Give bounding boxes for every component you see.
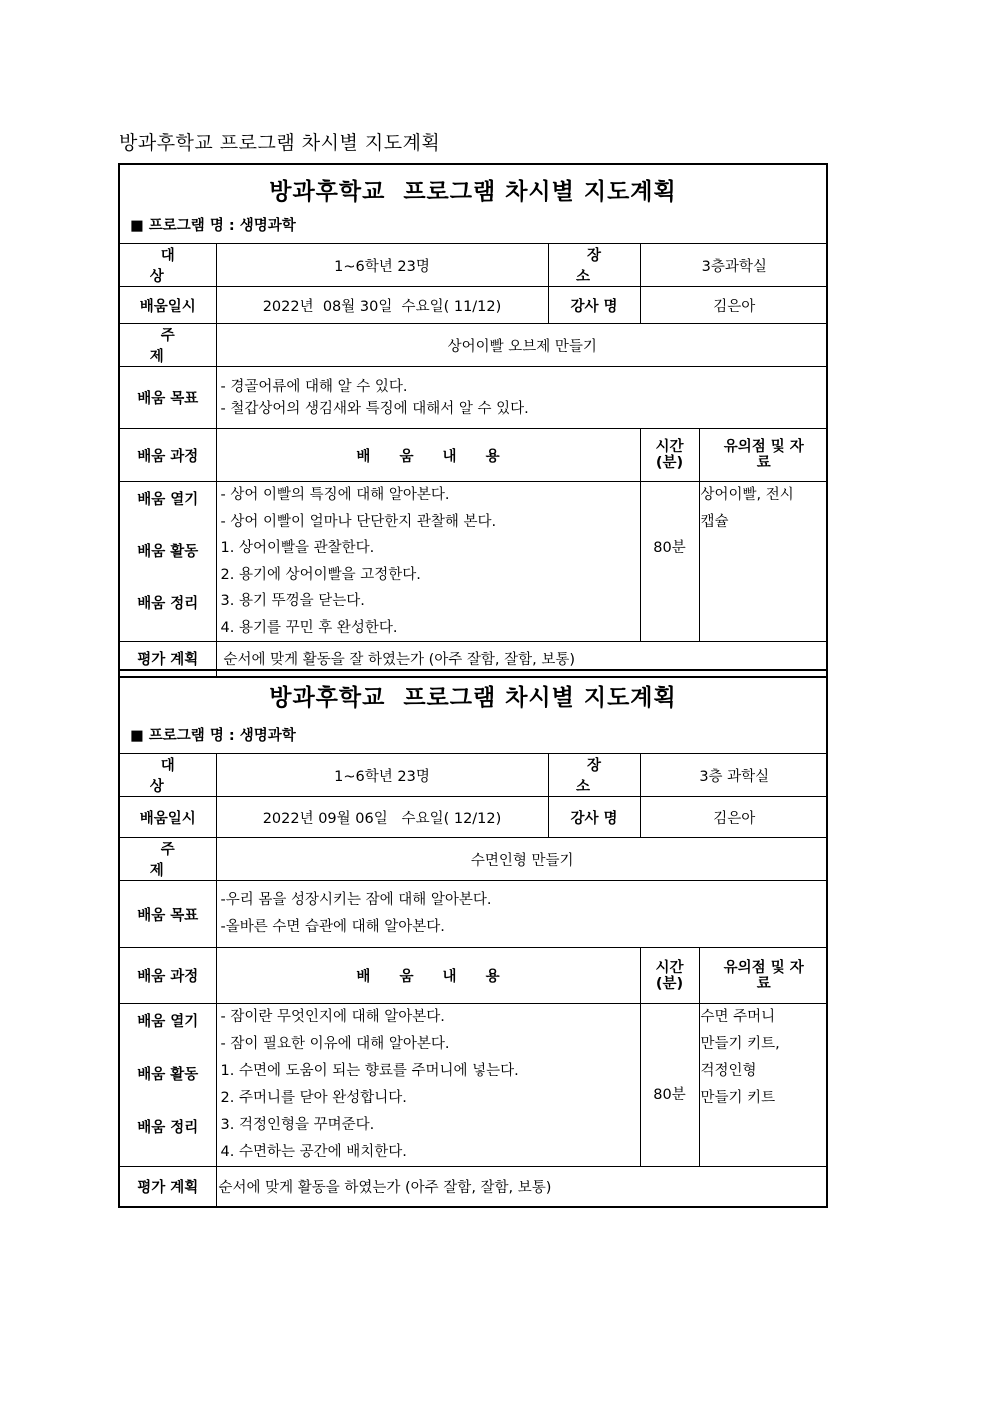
- content-list: [216, 1004, 640, 1167]
- target-value: 1~6학년 23명: [216, 754, 548, 797]
- content-item: 3. 용기 뚜껑을 닫는다.: [220, 593, 365, 609]
- stage-close: 배움 정리: [137, 1120, 199, 1136]
- content-item: - 상어 이빨의 특징에 대해 알아본다.: [220, 487, 450, 503]
- note-item: 캡슐: [700, 514, 729, 530]
- content-item: 3. 걱정인형을 꾸며준다.: [220, 1117, 375, 1133]
- topic-value: 상어이빨 오브제 만들기: [216, 324, 828, 367]
- note-item: 만들기 키트: [700, 1090, 776, 1106]
- stage-open: 배움 열기: [137, 492, 199, 508]
- notes-label: 유의점 및 자료: [699, 948, 828, 1004]
- teacher-label: 강사 명: [548, 287, 640, 324]
- target-label: 대 상: [149, 758, 197, 795]
- stage-activity: 배움 활동: [137, 544, 199, 560]
- content-item: - 상어 이빨이 얼마나 단단한지 관찰해 본다.: [220, 513, 497, 530]
- content-label: 배 움 내 용: [356, 448, 512, 465]
- stage-list: [120, 482, 216, 642]
- plan-table: [120, 244, 828, 676]
- teacher-value: 김은아: [640, 797, 828, 838]
- stage-activity: 배움 활동: [137, 1067, 199, 1083]
- notes-list: [699, 482, 828, 642]
- content-item: - 잠이란 무엇인지에 대해 알아본다.: [220, 1009, 445, 1025]
- goal-item: - 경골어류에 대해 알 수 있다.: [220, 378, 408, 395]
- lesson-plan-1: [118, 163, 828, 678]
- process-label: 배움 과정: [120, 429, 216, 482]
- content-item: 2. 용기에 상어이빨을 고정한다.: [220, 566, 421, 583]
- plan-header: [120, 671, 826, 754]
- place-value: 3층 과학실: [640, 754, 828, 797]
- lesson-plan-2: [118, 669, 828, 1208]
- goal-item: - 철갑상어의 생김새와 특징에 대해서 알 수 있다.: [220, 400, 529, 417]
- content-list: [216, 482, 640, 642]
- target-label: 대 상: [149, 248, 197, 285]
- notes-label: 유의점 및 자료: [699, 429, 828, 482]
- eval-value: 순서에 맞게 활동을 하였는가 (아주 잘함, 잘함, 보통): [216, 1167, 828, 1206]
- note-item: 걱정인형: [700, 1063, 757, 1079]
- goal-list: [216, 367, 828, 429]
- content-item: 4. 수면하는 공간에 배치한다.: [220, 1144, 407, 1160]
- place-label: 장 소: [575, 758, 623, 795]
- date-value: 2022년 08월 30일 수요일( 11/12): [216, 287, 548, 324]
- content-item: - 잠이 필요한 이유에 대해 알아본다.: [220, 1036, 450, 1052]
- stage-close: 배움 정리: [137, 596, 199, 612]
- program-name: ■ 프로그램 명 : 생명과학: [130, 218, 296, 234]
- goal-list: [216, 881, 828, 948]
- process-label: 배움 과정: [120, 948, 216, 1004]
- eval-label: 평가 계획: [120, 1167, 216, 1206]
- teacher-value: 김은아: [640, 287, 828, 324]
- stage-open: 배움 열기: [137, 1014, 199, 1030]
- content-item: 4. 용기를 꾸민 후 완성한다.: [220, 619, 398, 636]
- note-item: 수면 주머니: [700, 1009, 776, 1025]
- plan-header: [120, 165, 826, 244]
- goal-item: -올바른 수면 습관에 대해 알아본다.: [220, 919, 445, 935]
- topic-value: 수면인형 만들기: [216, 838, 828, 881]
- plan-table: [120, 754, 828, 1206]
- content-item: 1. 수면에 도움이 되는 향료를 주머니에 넣는다.: [220, 1063, 519, 1079]
- document-title: 방과후학교 프로그램 차시별 지도계획: [119, 132, 441, 154]
- date-label: 배움일시: [120, 797, 216, 838]
- stage-list: [120, 1004, 216, 1167]
- plan-title: 방과후학교 프로그램 차시별 지도계획: [269, 178, 677, 205]
- goal-label: 배움 목표: [120, 367, 216, 429]
- eval-label: 평가 계획: [120, 642, 216, 676]
- time-label: 시간 (분): [640, 948, 699, 1004]
- topic-label: 주 제: [149, 842, 197, 879]
- goal-label: 배움 목표: [120, 881, 216, 948]
- plan-title: 방과후학교 프로그램 차시별 지도계획: [269, 684, 677, 711]
- content-label: 배 움 내 용: [356, 969, 512, 985]
- goal-item: -우리 몸을 성장시키는 잠에 대해 알아본다.: [220, 892, 492, 908]
- place-label: 장 소: [575, 248, 623, 285]
- topic-label: 주 제: [149, 328, 197, 365]
- eval-value: 순서에 맞게 활동을 잘 하였는가 (아주 잘함, 잘함, 보통): [216, 642, 828, 676]
- time-value: 80분: [640, 482, 699, 642]
- time-value: 80분: [640, 1004, 699, 1167]
- note-item: 만들기 키트,: [700, 1036, 780, 1052]
- program-name: ■ 프로그램 명 : 생명과학: [130, 728, 296, 744]
- date-label: 배움일시: [120, 287, 216, 324]
- teacher-label: 강사 명: [548, 797, 640, 838]
- time-label: 시간 (분): [640, 429, 699, 482]
- note-item: 상어이빨, 전시: [700, 487, 794, 503]
- notes-list: [699, 1004, 828, 1167]
- place-value: 3층과학실: [640, 244, 828, 287]
- content-item: 1. 상어이빨을 관찰한다.: [220, 540, 375, 556]
- date-value: 2022년 09월 06일 수요일( 12/12): [216, 797, 548, 838]
- content-item: 2. 주머니를 닫아 완성합니다.: [220, 1090, 407, 1106]
- target-value: 1~6학년 23명: [216, 244, 548, 287]
